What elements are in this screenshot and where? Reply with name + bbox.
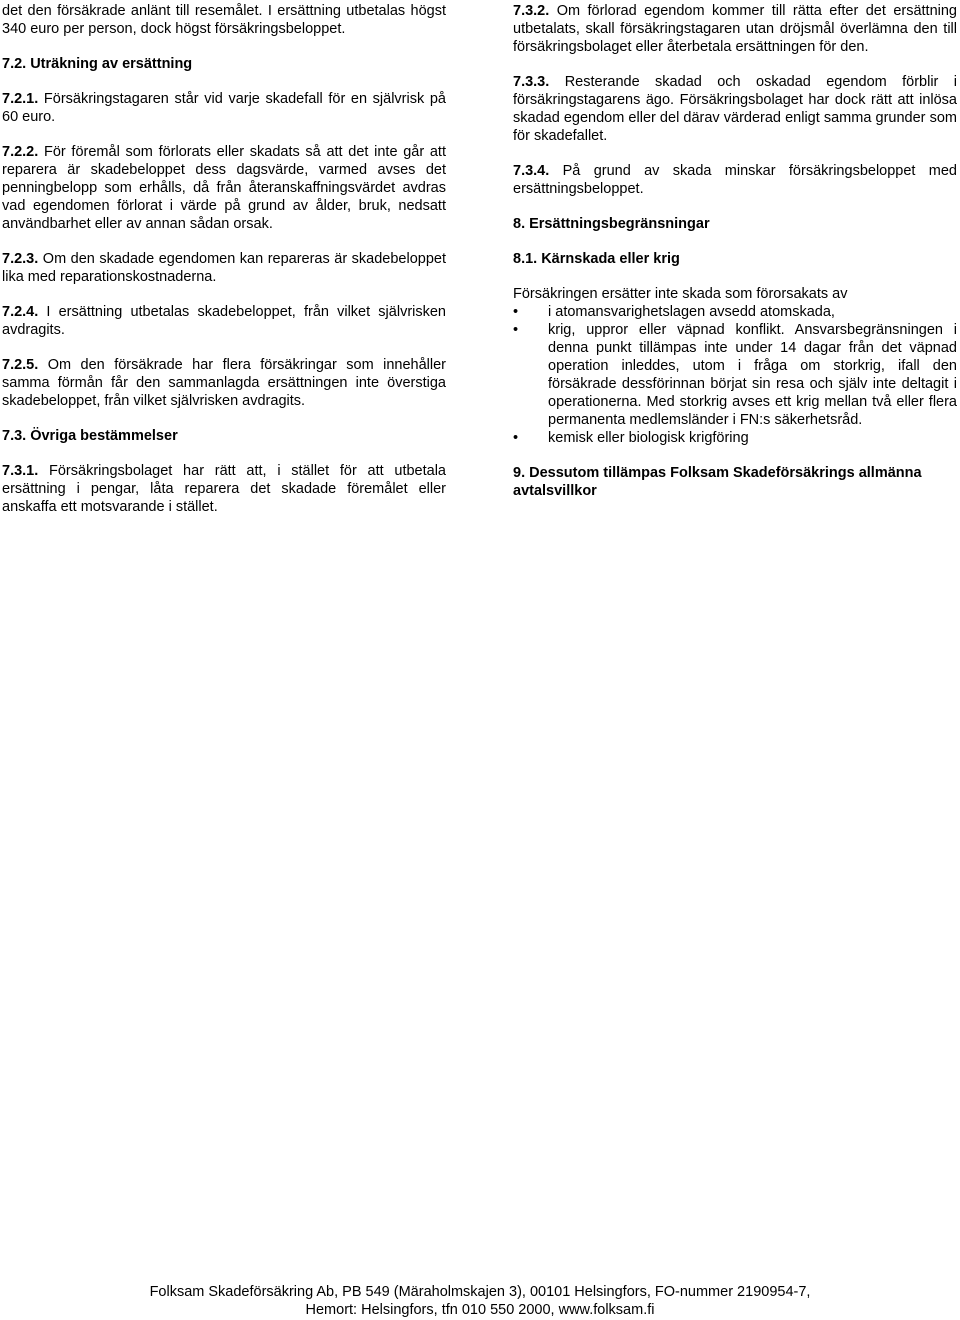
list-item-text: kemisk eller biologisk krigföring: [548, 430, 749, 446]
paragraph-text: I ersättning utbetalas skadebeloppet, från vilket självrisken avdragits.: [2, 304, 446, 338]
paragraph-continued: [2, 2, 446, 38]
footer-line-2: Hemort: Helsingfors, tfn 010 550 2000, www.folksam.fi: [305, 1302, 655, 1318]
paragraph-7-2-5: [2, 356, 446, 410]
paragraph-7-2-3: [2, 250, 446, 286]
paragraph-text: Om den skadade egendomen kan repareras är skadebeloppet lika med reparationskostnaderna.: [2, 251, 446, 285]
right-column: [513, 2, 957, 517]
heading-7-3: 7.3. Övriga bestämmelser: [2, 428, 178, 444]
exclusions-list: [513, 303, 957, 447]
list-item-text: i atomansvarighetslagen avsedd atomskada,: [548, 304, 835, 320]
paragraph-7-3-1: [2, 462, 446, 516]
bullet-icon: •: [513, 322, 519, 338]
paragraph-text: Försäkringsbolaget har rätt att, i stället för att utbetala ersättning i pengar, låta reparera det skadade föremålet eller anskaffa ett motsvarande i stället.: [2, 463, 446, 515]
section-number: 7.3.3.: [513, 74, 550, 90]
heading-8: 8. Ersättningsbegränsningar: [513, 216, 710, 232]
paragraph-text: På grund av skada minskar försäkringsbeloppet med ersättningsbeloppet.: [513, 163, 957, 197]
list-item-text: krig, uppror eller väpnad konflikt. Ansvarsbegränsningen i denna punkt tillämpas inte under 14 dagar från det väpnad operation inleddes, utom i fråga om storkrig, ifall den försäkrade dessförinnan börjat sin resa och själv inte deltagit i operationerna. Med storkrig avses ett krig mellan två eller flera permanenta medlemsländer i FN:s säkerhetsråd.: [548, 322, 957, 428]
list-item: [513, 429, 957, 447]
paragraph-8-1-intro: [513, 285, 957, 303]
section-number: 7.2.2.: [2, 144, 39, 160]
bullet-icon: •: [513, 304, 519, 320]
section-number: 7.2.3.: [2, 251, 39, 267]
list-item: [513, 303, 957, 321]
section-number: 7.2.1.: [2, 91, 39, 107]
section-number: 7.2.4.: [2, 304, 39, 320]
list-item: [513, 321, 957, 429]
paragraph-text: det den försäkrade anlänt till resemålet. I ersättning utbetalas högst 340 euro per person, dock högst försäkringsbeloppet.: [2, 3, 446, 37]
paragraph-text: Om den försäkrade har flera försäkringar som innehåller samma förmån får den sammanlagda ersättningen inte överstiga skadebeloppet, från vilket självrisken avdragits.: [2, 357, 446, 409]
paragraph-text: Resterande skadad och oskadad egendom förblir i försäkringstagarens ägo. Försäkringsbolaget har dock rätt att inlösa skadad egendom eller del därav värderad enligt samma grunder som för skadefallet.: [513, 74, 957, 144]
heading-9: 9. Dessutom tillämpas Folksam Skadeförsäkrings allmänna avtalsvillkor: [513, 465, 922, 499]
paragraph-7-3-3: [513, 73, 957, 145]
paragraph-text: Försäkringstagaren står vid varje skadefall för en självrisk på 60 euro.: [2, 91, 446, 125]
paragraph-7-2-4: [2, 303, 446, 339]
paragraph-7-2-1: [2, 90, 446, 126]
section-number: 7.2.5.: [2, 357, 39, 373]
paragraph-7-2-2: [2, 143, 446, 233]
bullet-icon: •: [513, 430, 519, 446]
paragraph-7-3-4: [513, 162, 957, 198]
heading-7-2: 7.2. Uträkning av ersättning: [2, 56, 193, 72]
heading-8-1: 8.1. Kärnskada eller krig: [513, 251, 680, 267]
section-number: 7.3.4.: [513, 163, 550, 179]
paragraph-text: Försäkringen ersätter inte skada som förorsakats av: [513, 286, 848, 302]
paragraph-text: För föremål som förlorats eller skadats så att det inte går att reparera är skadebeloppet dess dagsvärde, varmed avses det penningbelopp som erhålls, då från återanskaffningsvärdet avdras vad egendomen förlorat i värde på grund av ålder, bruk, nedsatt användbarhet eller av annan sådan orsak.: [2, 144, 446, 232]
paragraph-7-3-2: [513, 2, 957, 56]
section-number: 7.3.2.: [513, 3, 550, 19]
page-footer: [0, 1283, 960, 1319]
section-number: 7.3.1.: [2, 463, 39, 479]
footer-line-1: Folksam Skadeförsäkring Ab, PB 549 (Märaholmskajen 3), 00101 Helsingfors, FO-nummer 2190954-7,: [149, 1284, 811, 1300]
left-column: [2, 2, 446, 533]
paragraph-text: Om förlorad egendom kommer till rätta efter det ersättning utbetalats, skall försäkringstagaren utan dröjsmål överlämna den till försäkringsbolaget eller återbetala ersättningen för den.: [513, 3, 957, 55]
